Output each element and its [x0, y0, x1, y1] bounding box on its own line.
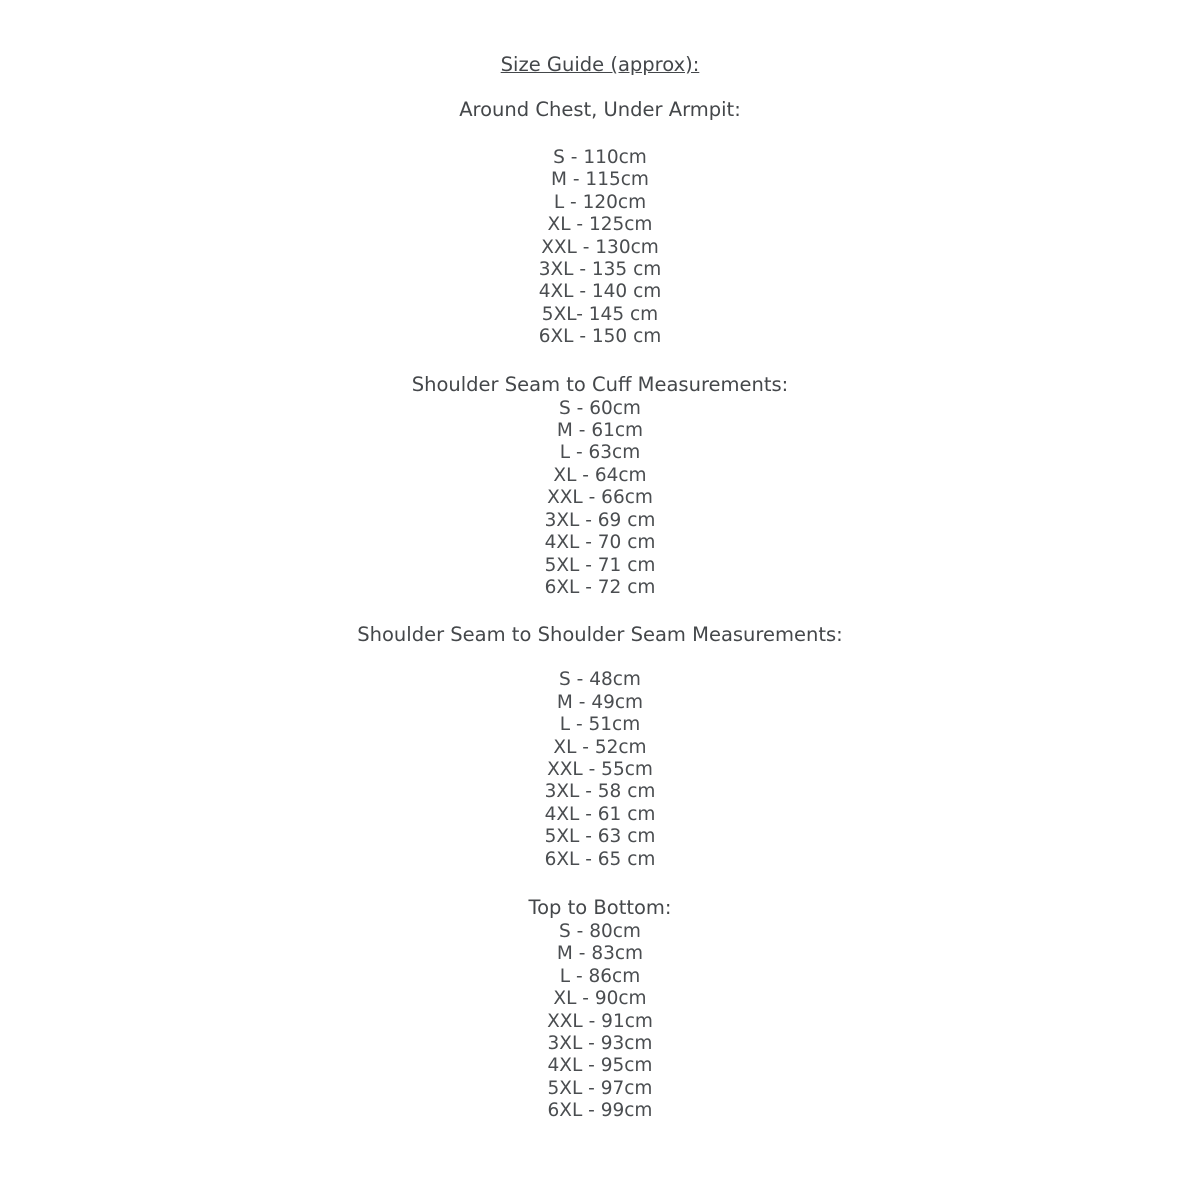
measurement-row: XXL - 66cm — [547, 487, 653, 509]
measurement-list — [539, 147, 662, 349]
measurement-row: 6XL - 99cm — [547, 1100, 653, 1122]
section-heading: Around Chest, Under Armpit: — [459, 98, 741, 121]
measurement-row: L - 120cm — [553, 191, 647, 213]
measurement-list — [545, 398, 656, 600]
section-heading: Shoulder Seam to Shoulder Seam Measurements: — [357, 623, 843, 647]
section-shoulder-to-shoulder — [0, 622, 1200, 871]
measurement-row: S - 80cm — [559, 920, 641, 942]
measurement-row: L - 86cm — [559, 965, 641, 987]
measurement-row: XL - 125cm — [547, 214, 653, 236]
measurement-row: XL - 90cm — [553, 988, 647, 1010]
measurement-row: 5XL - 97cm — [547, 1077, 653, 1099]
measurement-row: S - 110cm — [553, 147, 647, 168]
measurement-row: M - 61cm — [556, 420, 644, 442]
measurement-row: 5XL - 63 cm — [544, 826, 656, 848]
measurement-row: 3XL - 58 cm — [544, 781, 656, 803]
measurement-row: 4XL - 140 cm — [538, 281, 662, 303]
measurement-row: 3XL - 69 cm — [544, 509, 656, 531]
measurement-row: XXL - 91cm — [547, 1010, 653, 1032]
measurement-list — [547, 921, 653, 1123]
measurement-row: 4XL - 61 cm — [544, 803, 656, 825]
measurement-row: 4XL - 70 cm — [544, 532, 656, 554]
measurement-row: 5XL - 71 cm — [544, 554, 656, 576]
measurement-row: XXL - 130cm — [541, 236, 659, 258]
measurement-row: 6XL - 65 cm — [544, 848, 656, 870]
measurement-row: 6XL - 72 cm — [544, 576, 656, 598]
measurement-row: 4XL - 95cm — [547, 1055, 653, 1077]
section-around-chest — [0, 97, 1200, 349]
measurement-row: L - 63cm — [559, 442, 641, 464]
measurement-row: S - 60cm — [559, 397, 641, 419]
measurement-row: M - 83cm — [556, 943, 644, 965]
measurement-row: M - 115cm — [551, 169, 649, 191]
measurement-row: 6XL - 150 cm — [538, 326, 662, 348]
section-heading: Shoulder Seam to Cuff Measurements: — [411, 372, 789, 396]
section-top-to-bottom — [0, 895, 1200, 1123]
measurement-row: S - 48cm — [559, 669, 641, 691]
measurement-row: 3XL - 135 cm — [538, 259, 662, 281]
section-shoulder-to-cuff — [0, 372, 1200, 600]
measurement-row: XXL - 55cm — [547, 758, 653, 780]
section-heading: Top to Bottom: — [528, 895, 672, 919]
measurement-row: XL - 52cm — [553, 736, 647, 758]
measurement-row: 3XL - 93cm — [547, 1033, 653, 1054]
measurement-row: 5XL- 145 cm — [541, 303, 659, 325]
measurement-row: L - 51cm — [559, 714, 641, 736]
page-title: Size Guide (approx): — [500, 53, 700, 76]
measurement-row: M - 49cm — [556, 691, 644, 713]
measurement-row: XL - 64cm — [553, 464, 647, 486]
measurement-list — [545, 669, 656, 871]
